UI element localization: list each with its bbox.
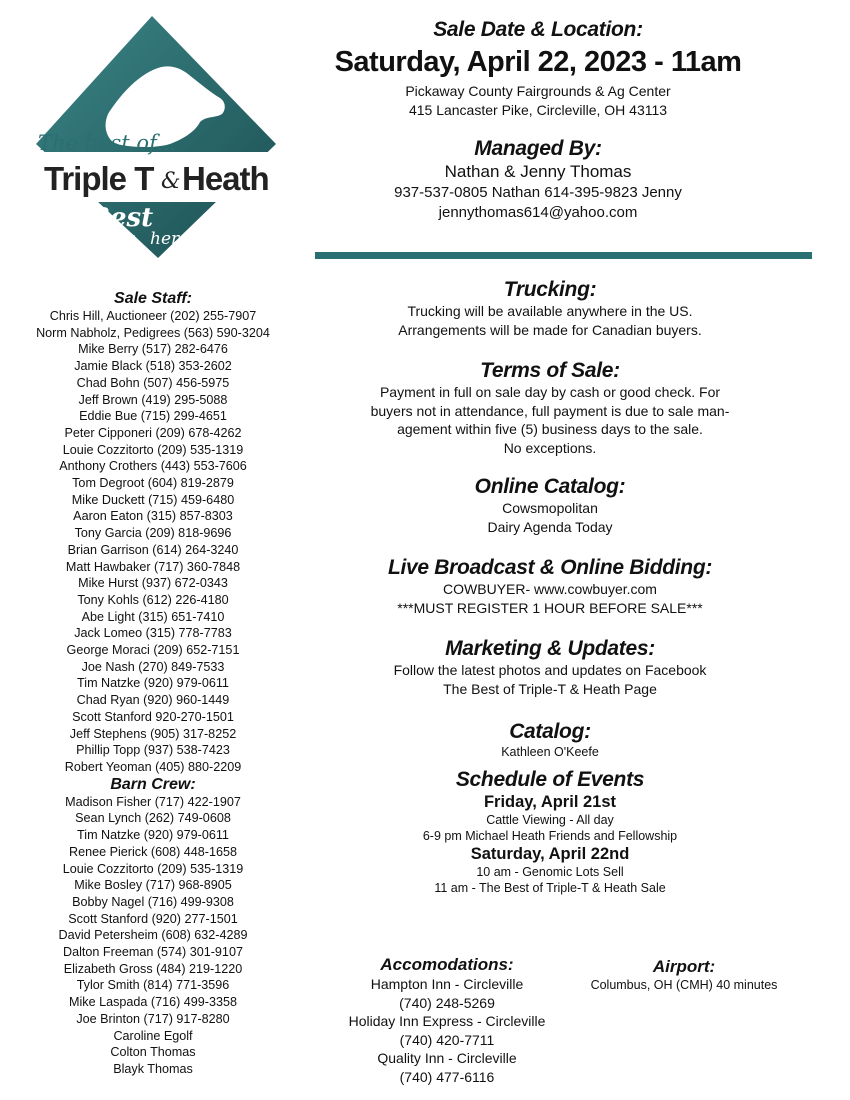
managed-title: Managed By: (474, 137, 602, 160)
staff-column (8, 290, 298, 1078)
logo (30, 12, 280, 292)
accommodations-title: Accomodations: (380, 955, 514, 974)
schedule-event: 6-9 pm Michael Heath Friends and Fellowship (422, 829, 678, 843)
staff-member: Caroline Egolf (113, 1028, 193, 1043)
staff-member: Robert Yeoman (405) 880-2209 (64, 759, 242, 774)
hotel-line: (740) 420-7711 (399, 1031, 495, 1048)
managed-email: jennythomas614@yahoo.com (438, 204, 638, 221)
sale-staff-list (8, 308, 298, 776)
staff-member: Mike Bosley (717) 968-8905 (74, 878, 232, 893)
staff-member: Tony Garcia (209) 818-9696 (74, 526, 232, 541)
staff-member: Tom Degroot (604) 819-2879 (72, 476, 234, 491)
divider (315, 252, 812, 259)
logo-ampersand: & (161, 169, 181, 194)
staff-member: Norm Nabholz, Pedigrees (563) 590-3204 (36, 325, 270, 340)
catalog-title: Catalog: (509, 720, 591, 743)
hotel-line: Hampton Inn - Circleville (370, 976, 524, 992)
staff-member: Elizabeth Gross (484) 219-1220 (63, 961, 243, 976)
staff-member: Aaron Eaton (315) 857-8303 (73, 509, 233, 524)
logo-name-right: Heath (182, 160, 269, 197)
staff-member: Tony Kohls (612) 226-4180 (77, 592, 229, 607)
sale-staff-title: Sale Staff: (114, 290, 192, 307)
logo-tagline: The best of... (38, 131, 177, 155)
sale-title: Sale Date & Location: (433, 18, 643, 41)
staff-member: Phillip Topp (937) 538-7423 (76, 743, 230, 758)
terms-line-2: buyers not in attendance, full payment is due to sale man- (370, 402, 730, 419)
trucking-line-2: Arrangements will be made for Canadian buyers. (398, 321, 702, 338)
details-column (330, 278, 770, 896)
schedule-event: 10 am - Genomic Lots Sell (476, 865, 624, 879)
logo-motto-script: herds! (150, 229, 206, 249)
broadcast-title: Live Broadcast & Online Bidding: (387, 556, 713, 579)
broadcast-url: COWBUYER- www.cowbuyer.com (443, 581, 657, 597)
airport-line: Columbus, OH (CMH) 40 minutes (590, 978, 778, 992)
online-catalog-title: Online Catalog: (474, 475, 626, 498)
terms-line-4: No exceptions. (503, 439, 597, 456)
hotel-line: (740) 477-6116 (399, 1068, 495, 1085)
staff-member: Tylor Smith (814) 771-3596 (76, 978, 230, 993)
staff-member: Renee Pierick (608) 448-1658 (68, 844, 238, 859)
logo-graphic (30, 12, 280, 292)
logo-name-left: Triple T (44, 160, 154, 197)
hotel-line: (740) 248-5269 (399, 994, 495, 1011)
staff-member: Matt Hawbaker (717) 360-7848 (65, 559, 241, 574)
staff-member: Jack Lomeo (315) 778-7783 (74, 626, 232, 641)
trucking-title: Trucking: (503, 278, 597, 301)
staff-member: Mike Duckett (715) 459-6480 (71, 492, 235, 507)
catalog-name: Kathleen O'Keefe (501, 745, 599, 759)
sale-venue: Pickaway County Fairgrounds & Ag Center (405, 83, 671, 99)
staff-member: Scott Stanford (920) 277-1501 (68, 911, 238, 926)
staff-member: Madison Fisher (717) 422-1907 (65, 794, 241, 809)
staff-member: Chris Hill, Auctioneer (202) 255-7907 (49, 309, 257, 323)
sale-address: 415 Lancaster Pike, Circleville, OH 43113 (408, 101, 668, 118)
trucking-line-1: Trucking will be available anywhere in the US. (407, 303, 693, 319)
staff-member: George Moraci (209) 652-7151 (66, 643, 240, 658)
hotel-line: Quality Inn - Circleville (377, 1050, 517, 1066)
managed-names: Nathan & Jenny Thomas (444, 162, 632, 181)
staff-member: Blayk Thomas (113, 1061, 193, 1076)
logo-motto-small: of both (108, 232, 136, 242)
staff-member: Brian Garrison (614) 264-3240 (67, 542, 239, 557)
staff-member: Peter Cipponeri (209) 678-4262 (64, 425, 242, 440)
broadcast-register-note: ***MUST REGISTER 1 HOUR BEFORE SALE*** (397, 599, 703, 616)
staff-member: Jamie Black (518) 353-2602 (74, 359, 232, 374)
staff-member: Sean Lynch (262) 749-0608 (75, 811, 231, 826)
airport-title: Airport: (652, 957, 716, 976)
staff-member: Jeff Brown (419) 295-5088 (78, 392, 228, 407)
schedule-event: 11 am - The Best of Triple-T & Heath Sale (434, 881, 666, 895)
barn-crew-list (8, 794, 298, 1078)
staff-member: Jeff Stephens (905) 317-8252 (69, 726, 237, 741)
online-catalog-line-1: Cowsmopolitan (502, 500, 598, 516)
staff-member: Abe Light (315) 651-7410 (81, 609, 225, 624)
staff-member: Colton Thomas (110, 1045, 196, 1060)
online-catalog-line-2: Dairy Agenda Today (487, 518, 613, 535)
staff-member: David Petersheim (608) 632-4289 (58, 928, 248, 943)
staff-member: Chad Ryan (920) 960-1449 (76, 693, 230, 708)
staff-member: Chad Bohn (507) 456-5975 (76, 375, 230, 390)
staff-member: Eddie Bue (715) 299-4651 (79, 409, 227, 424)
managed-phones: 937-537-0805 Nathan 614-395-9823 Jenny (394, 184, 682, 201)
staff-member: Louie Cozzitorto (209) 535-1319 (62, 442, 244, 457)
airport (578, 957, 790, 993)
marketing-line-1: Follow the latest photos and updates on Facebook (393, 662, 707, 678)
staff-member: Mike Berry (517) 282-6476 (78, 342, 228, 357)
schedule-title: Schedule of Events (455, 768, 645, 791)
schedule-day-1: Friday, April 21st (483, 793, 617, 811)
schedule-event: Cattle Viewing - All day (486, 813, 614, 827)
staff-member: Mike Laspada (716) 499-3358 (68, 995, 238, 1010)
staff-member: Joe Nash (270) 849-7533 (81, 659, 225, 674)
accommodations (338, 955, 556, 1086)
staff-member: Anthony Crothers (443) 553-7606 (59, 459, 247, 474)
staff-member: Tim Natzke (920) 979-0611 (77, 828, 229, 843)
schedule-day-2: Saturday, April 22nd (470, 845, 630, 863)
staff-member: Dalton Freeman (574) 301-9107 (63, 945, 243, 960)
marketing-line-2: The Best of Triple-T & Heath Page (443, 680, 657, 697)
terms-line-3: agement within five (5) business days to the sale. (397, 421, 703, 437)
sale-info (318, 18, 758, 223)
staff-member: Tim Natzke (920) 979-0611 (77, 676, 229, 691)
terms-line-1: Payment in full on sale day by cash or good check. For (379, 384, 721, 400)
barn-crew-title: Barn Crew: (110, 775, 196, 793)
logo-motto-big: Best (88, 203, 154, 233)
staff-member: Joe Brinton (717) 917-8280 (76, 1011, 230, 1026)
hotel-line: Holiday Inn Express - Circleville (348, 1013, 546, 1029)
marketing-title: Marketing & Updates: (445, 637, 655, 660)
terms-title: Terms of Sale: (480, 359, 620, 382)
sale-date: Saturday, April 22, 2023 - 11am (334, 46, 742, 78)
staff-member: Bobby Nagel (716) 499-9308 (72, 894, 234, 909)
staff-member: Mike Hurst (937) 672-0343 (78, 576, 228, 591)
staff-member: Scott Stanford 920-270-1501 (72, 709, 234, 724)
staff-member: Louie Cozzitorto (209) 535-1319 (62, 861, 244, 876)
